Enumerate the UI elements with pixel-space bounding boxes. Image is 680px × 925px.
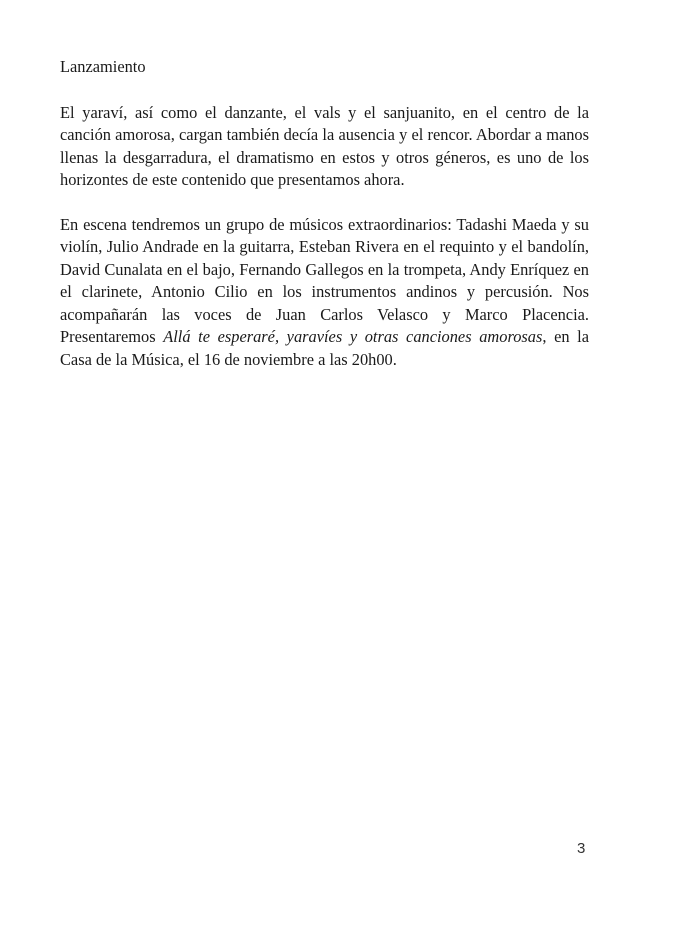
paragraph-1: El yaraví, así como el danzante, el vals y el sanjuanito, en el centro de la canción amorosa, cargan también decía la ausencia y el rencor. Abordar a manos llenas la desgarradura, el dramatismo en estos y otros géneros, es uno de los horizontes de este contenido que presentamos ahora. bbox=[60, 102, 589, 189]
paragraph-2-intro: En escena tendremos un grupo de músicos extraordinarios: Tadashi Maeda y su violín, Julio Andrade en la guitarra, Esteban Rivera en el requinto y el bandolín, David Cunalata en el bajo, Fernando Gallegos en la trompeta, Andy Enríquez en el clarinete, Antonio Cilio en los instrumentos andinos y percusión. Nos acompañarán las voces de Juan Carlos Velasco y Marco Placencia. Presentaremos bbox=[60, 214, 589, 346]
concert-title: Allá te esperaré, yaravíes y otras canciones amorosas bbox=[163, 327, 543, 346]
page-content bbox=[60, 56, 589, 393]
paragraph-2-outro: , en la Casa de la Música, el 16 de noviembre a las 20h00. bbox=[60, 327, 590, 369]
paragraph-2 bbox=[60, 214, 589, 372]
section-heading: Lanzamiento bbox=[60, 57, 146, 76]
page-number: 3 bbox=[577, 840, 586, 857]
